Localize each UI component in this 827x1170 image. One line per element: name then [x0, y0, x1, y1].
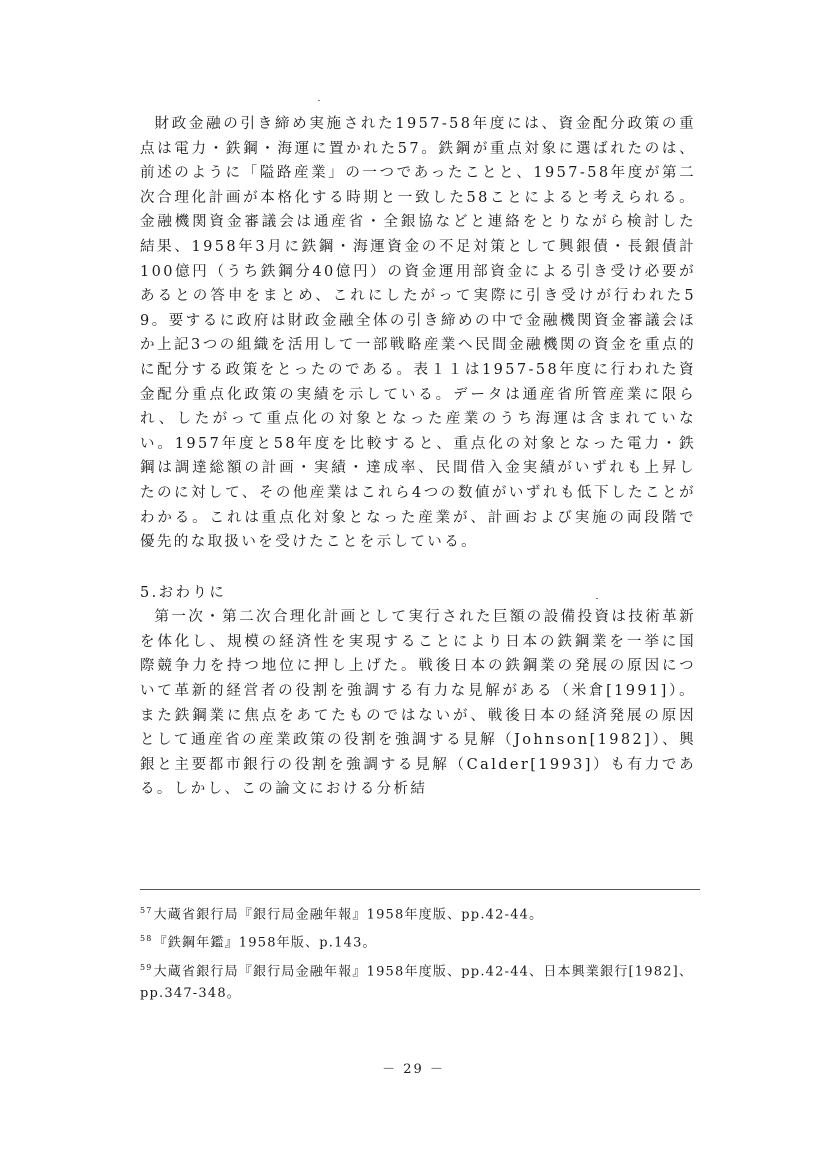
footnote-number: 58	[140, 934, 153, 944]
paragraph-conclusion: 第一次・第二次合理化計画として実行された巨額の設備投資は技術革新を体化し、規模の経済性を実現することにより日本の鉄鋼業を一挙に国際競争力を持つ地位に押し上げた。戦後日本の鉄鋼業の発展の原因について革新的経営者の役割を強調する有力な見解がある（米倉[1991]）。また鉄鋼業に焦点をあてたものではないが、戦後日本の経済発展の原因として通産省の産業政策の役割を強調する見解（Johnson[1982]）、興銀と主要都市銀行の役割を強調する見解（Calder[1993]）も有力である。しかし、この論文における分析結	[140, 609, 696, 798]
page-number: － 29 －	[382, 1062, 445, 1077]
footnote-number: 59	[140, 962, 153, 972]
footnote-59	[140, 957, 700, 1005]
footnote-text: 大蔵省銀行局『銀行局金融年報』1958年度版、pp.42-44。	[153, 907, 544, 923]
footnotes	[140, 900, 700, 1007]
footnote-57	[140, 900, 700, 926]
scan-speck	[318, 100, 320, 101]
footnote-text: 『鉄鋼年鑑』1958年版、p.143。	[153, 935, 377, 951]
section-heading-conclusion: 5.おわりに	[140, 584, 227, 601]
paragraph-fund-allocation: 財政金融の引き締め実施された1957-58年度には、資金配分政策の重点は電力・鉄鋼・海運に置かれた57。鉄鋼が重点対象に選ばれたのは、前述のように「隘路産業」の一つであったことと、1957-58年度が第二次合理化計画が本格化する時期と一致した58ことによると考えられる。金融機関資金審議会は通産省・全銀協などと連絡をとりながら検討した結果、1958年3月に鉄鋼・海運資金の不足対策として興銀債・長銀債計100億円（うち鉄鋼分40億円）の資金運用部資金による引き受け必要があるとの答申をまとめ、これにしたがって実際に引き受けが行われた59。要するに政府は財政金融全体の引き締めの中で金融機関資金審議会ほか上記3つの組織を活用して一部戦略産業へ民間金融機関の資金を重点的に配分する政策をとったのである。表１１は1957-58年度に行われた資金配分重点化政策の実績を示している。データは通産省所管産業に限られ、したがって重点化の対象となった産業のうち海運は含まれていない。1957年度と58年度を比較すると、重点化の対象となった電力・鉄鋼は調達総額の計画・実績・達成率、民間借入金実績がいずれも上昇したのに対して、その他産業はこれら4つの数値がいずれも低下したことがわかる。これは重点化対象となった産業が、計画および実施の両段階で優先的な取扱いを受けたことを示している。	[140, 116, 696, 551]
footnote-text: 大蔵省銀行局『銀行局金融年報』1958年度版、pp.42-44、日本興業銀行[1982]、pp.347-348。	[140, 963, 694, 1001]
footnote-58	[140, 928, 700, 954]
body-text	[140, 112, 696, 802]
footnote-number: 57	[140, 906, 153, 915]
footnote-divider	[140, 889, 700, 890]
